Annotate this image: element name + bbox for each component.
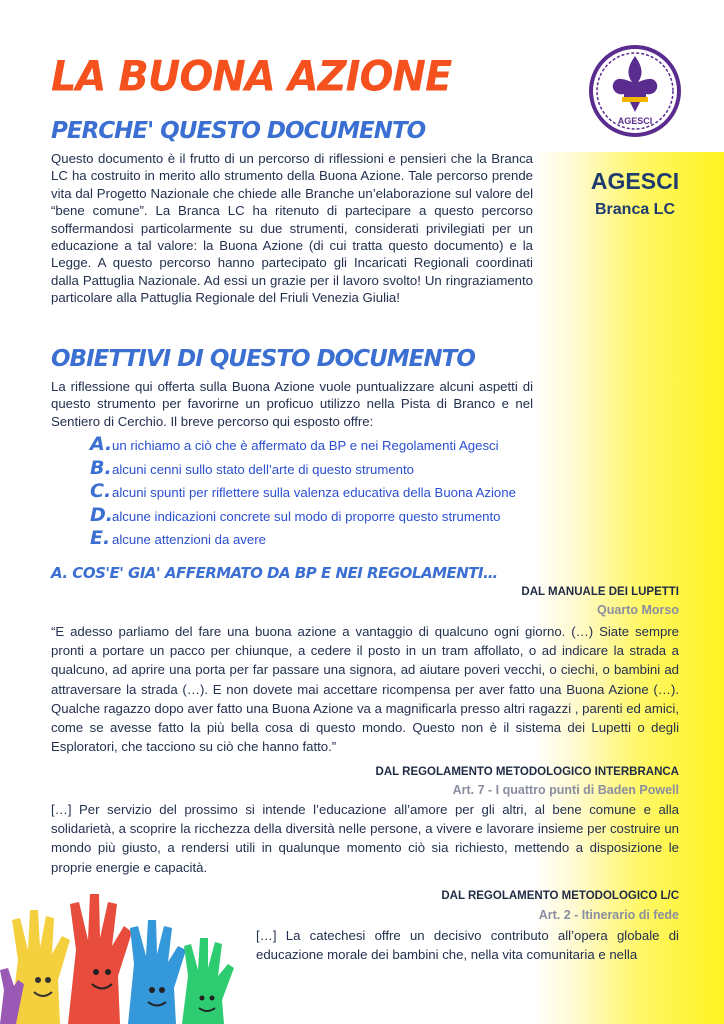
- section-body-obiettivi: La riflessione qui offerta sulla Buona Azione vuole puntualizzare alcuni aspetti di questo strumento per favorirne un proficuo utilizzo nella Pista di Branco e nel Sentiero di Cerchio. Il breve percorso qui esposto offre:: [51, 379, 533, 429]
- list-letter: C.: [90, 480, 112, 503]
- objectives-list: [90, 433, 530, 551]
- list-item-text: alcune indicazioni concrete sul modo di proporre questo strumento: [112, 508, 501, 524]
- source-heading-interbranca: DAL REGOLAMENTO METODOLOGICO INTERBRANCA: [375, 766, 679, 778]
- source-heading-manuale: DAL MANUALE DEI LUPETTI: [521, 586, 679, 598]
- agesci-logo-icon: [588, 44, 682, 138]
- list-item-text: alcuni spunti per riflettere sulla valenza educativa della Buona Azione: [112, 485, 516, 501]
- list-item: [90, 457, 530, 481]
- list-item-text: un richiamo a ciò che è affermato da BP e nei Regolamenti Agesci: [112, 438, 499, 453]
- source-subheading-manuale: Quarto Morso: [597, 603, 679, 617]
- quote-manuale: “E adesso parliamo del fare una buona azione a vantaggio di qualcuno ogni giorno. (…) Siate sempre pronti a portare un pacco per chiunque, a cedere il posto in un tram affollato, o ad indicare la strada a qualcuno, ad aprire una porta per far passare una signora, ad aiutare poveri vecchi, o ciechi, o bambini ad attraversare la strada (…). E non dovete mai accettare ricompensa per aver fatto una Buona Azione (…). Qualche ragazzo dopo aver fatto una Buona Azione va a magnificarla presso altri ragazzi , parenti ed amici, come se avesse fatto la più bella cosa di questo mondo. Questo non è il sistema dei Lupetti o degli Esploratori, che tacciono su ciò che hanno fatto.”: [51, 624, 679, 755]
- section-title-perche: PERCHE' QUESTO DOCUMENTO: [51, 118, 426, 144]
- page-title: LA BUONA AZIONE: [51, 52, 452, 102]
- org-name: AGESCI: [590, 168, 680, 194]
- logo-text: AGESCI: [617, 116, 653, 126]
- list-letter: E.: [90, 527, 111, 550]
- list-item-text: alcune attenzioni da avere: [112, 532, 266, 548]
- list-letter: A.: [90, 433, 113, 455]
- list-item: [90, 480, 530, 504]
- list-item-text: alcuni cenni sullo stato dell’arte di questo strumento: [112, 461, 415, 477]
- quote-interbranca: […] Per servizio del prossimo si intende l’educazione all’amore per gli altri, al bene comune e alla solidarietà, a scoprire la ricchezza della diversità nelle persone, a vivere e lavorare insieme per costruire un mondo più giusto, a rendersi utili in qualunque momento ciò sia richiesto, mettendo a disposizione le proprie energie e capacità.: [51, 802, 679, 875]
- list-letter: B.: [90, 456, 112, 479]
- source-subheading-interbranca: Art. 7 - I quattro punti di Baden Powell: [452, 783, 679, 797]
- list-item: [90, 527, 530, 551]
- section-title-obiettivi: OBIETTIVI DI QUESTO DOCUMENTO: [51, 346, 475, 372]
- source-heading-lc: DAL REGOLAMENTO METODOLOGICO L/C: [441, 890, 679, 902]
- list-item: [90, 433, 530, 457]
- section-title-affermato: A. COS'E' GIA' AFFERMATO DA BP E NEI REGOLAMENTI…: [51, 564, 498, 582]
- quote-lc: […] La catechesi offre un decisivo contributo all’opera globale di educazione morale dei bambini che, nella vita comunitaria e nella: [256, 928, 679, 963]
- list-item: [90, 504, 530, 528]
- agesci-label-box: [560, 168, 710, 219]
- source-subheading-lc: Art. 2 - Itinerario di fede: [538, 908, 679, 922]
- section-body-perche: Questo documento è il frutto di un percorso di riflessioni e pensieri che la Branca LC ha costruito in merito allo strumento della Buona Azione. Tale percorso prende vita dal Progetto Nazionale che chiede alle Branche un’elaborazione sul valore del “bene comune”. La Branca LC ha ritenuto di partecipare a questo percorso soffermandosi particolarmente su due strumenti, considerati privilegiati per un educazione a tal valore: la Buona Azione (di cui tratta questo documento) e la Legge. A questo percorso hanno partecipato gli Incaricati Regionali coordinati dalla Pattuglia Nazionale. Ad essi un grazie per il lavoro svolto! Un ringraziamento particolare alla Pattuglia Regionale del Friuli Venezia Giulia!: [51, 151, 533, 306]
- painted-hands-illustration-icon: [0, 880, 250, 1024]
- list-letter: D.: [90, 503, 113, 526]
- branca-name: Branca LC: [594, 201, 676, 218]
